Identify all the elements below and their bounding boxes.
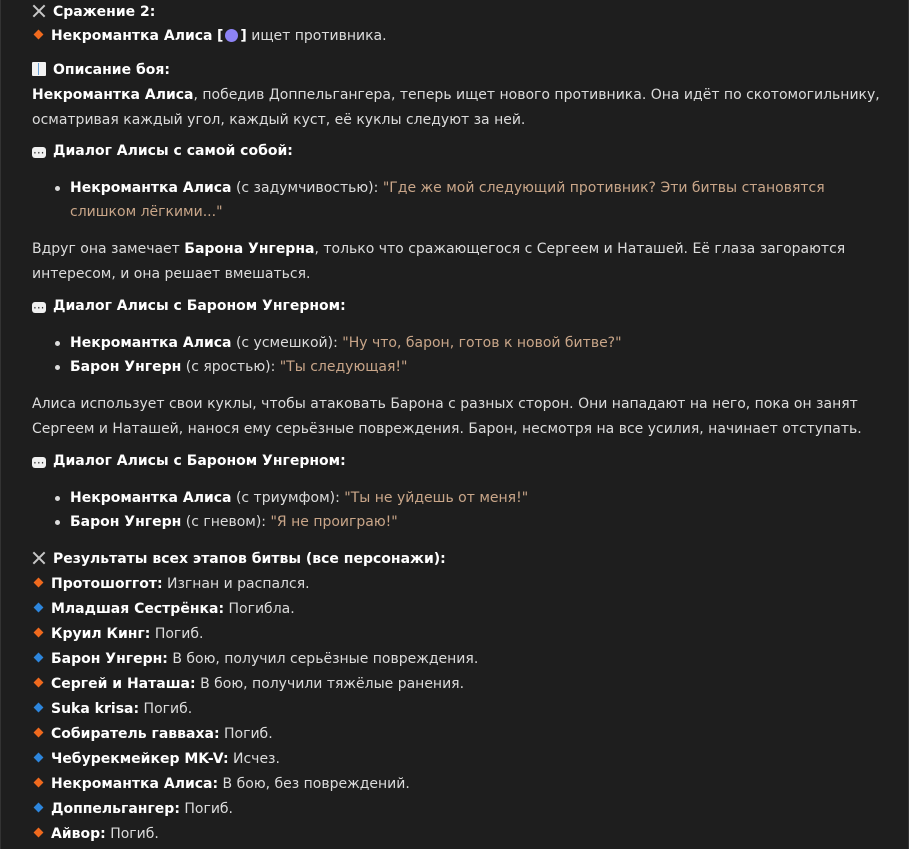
result-name: Круил Кинг xyxy=(51,626,145,642)
speaker-quote: "Где же мой следующий противник? Эти битвы становятся слишком лёгкими..." xyxy=(70,180,825,220)
result-name: Протошоггот xyxy=(51,576,157,592)
result-colon: : xyxy=(218,601,225,617)
blue-diamond-icon xyxy=(34,803,44,813)
orange-diamond-icon xyxy=(34,578,44,588)
result-status: Погиб. xyxy=(179,801,234,817)
speech-bubble-icon xyxy=(32,147,46,158)
result-colon: : xyxy=(133,701,140,717)
result-name: Собиратель гавваха xyxy=(51,726,214,742)
orange-diamond-icon xyxy=(34,778,44,788)
paragraph-2 xyxy=(32,237,892,287)
battle-heading xyxy=(32,0,155,24)
result-item xyxy=(32,697,192,721)
purple-circle-icon xyxy=(225,29,238,42)
result-name: Доппельгангер xyxy=(51,801,175,817)
dialog3-heading xyxy=(32,449,346,473)
result-item xyxy=(32,622,203,646)
orange-diamond-icon xyxy=(34,678,44,688)
paragraph2-post: , только что сражающегося с Сергеем и Наташей. Её глаза загораются интересом, и она решает вмешаться. xyxy=(32,241,846,282)
result-colon: : xyxy=(162,651,168,667)
dialog3-item xyxy=(70,510,892,534)
speaker-manner: (с яростью): xyxy=(181,359,280,375)
crossed-swords-icon xyxy=(32,4,46,18)
left-border xyxy=(0,0,1,849)
battle-title: Сражение 2: xyxy=(53,4,156,20)
bullet-icon xyxy=(55,341,60,346)
result-item xyxy=(32,822,159,846)
result-name: Айвор xyxy=(51,826,101,842)
speaker-quote: "Я не проиграю!" xyxy=(270,514,398,530)
speech-bubble-icon xyxy=(32,302,46,313)
result-colon: : xyxy=(144,626,151,642)
result-item xyxy=(32,597,295,621)
result-colon: : xyxy=(190,676,196,692)
result-item xyxy=(32,747,280,771)
orange-diamond-icon xyxy=(34,30,44,40)
result-name: Сергей и Наташа xyxy=(51,676,191,692)
orange-diamond-icon xyxy=(34,628,44,638)
speaker-name: Некромантка Алиса xyxy=(70,490,232,506)
dialog2-item xyxy=(70,355,892,379)
result-item xyxy=(32,672,464,696)
speaker-manner: (с триумфом): xyxy=(231,490,345,506)
blue-diamond-icon xyxy=(34,653,44,663)
dialog1-item xyxy=(70,176,892,224)
result-name: Suka krisa xyxy=(51,701,134,717)
speaker-name: Барон Унгерн xyxy=(70,514,182,530)
orange-diamond-icon xyxy=(34,828,44,838)
result-status: Погиб. xyxy=(139,701,193,717)
result-status: Исчез. xyxy=(228,751,280,767)
paragraph-3 xyxy=(32,392,892,442)
result-status: Погибла. xyxy=(224,601,295,617)
result-name: Младшая Сестрёнка xyxy=(51,601,219,617)
speaker-quote: "Ты не уйдешь от меня!" xyxy=(344,490,529,506)
description-text: , победив Доппельгангера, теперь ищет нового противника. Она идёт по скотомогильнику, осматривая каждый угол, каждый куст, её куклы следуют за ней. xyxy=(32,87,880,128)
seeking-name: Некромантка Алиса xyxy=(51,28,213,44)
result-item xyxy=(32,797,233,821)
result-colon: : xyxy=(174,801,180,817)
dialog1-heading xyxy=(32,139,293,163)
speaker-name: Некромантка Алиса xyxy=(70,180,232,196)
blue-diamond-icon xyxy=(34,753,44,763)
result-status: В бою, получил серьёзные повреждения. xyxy=(167,651,479,667)
crossed-swords-icon xyxy=(32,551,46,565)
bracket-open: [ xyxy=(216,28,224,44)
results-heading-text: Результаты всех этапов битвы (все персонажи): xyxy=(53,551,446,567)
result-colon: : xyxy=(156,576,163,592)
speaker-quote: "Ты следующая!" xyxy=(279,359,408,375)
bullet-icon xyxy=(55,520,60,525)
result-colon: : xyxy=(222,751,229,767)
result-item xyxy=(32,647,478,671)
result-item xyxy=(32,772,410,796)
dialog2-heading xyxy=(32,294,346,318)
result-name: Чебурекмейкер MK-V xyxy=(51,751,223,767)
result-status: В бою, получили тяжёлые ранения. xyxy=(195,676,465,692)
result-name: Барон Унгерн xyxy=(51,651,163,667)
speaker-manner: (с гневом): xyxy=(181,514,271,530)
description-heading-text: Описание боя: xyxy=(53,62,170,78)
dialog2-item xyxy=(70,331,892,355)
bullet-icon xyxy=(55,186,60,191)
blue-diamond-icon xyxy=(34,603,44,613)
result-colon: : xyxy=(212,776,219,792)
results-heading xyxy=(32,547,446,571)
result-item xyxy=(32,722,273,746)
dialog1-heading-text: Диалог Алисы с самой собой: xyxy=(53,143,293,159)
paragraph2-pre: Вдруг она замечает xyxy=(32,241,185,257)
blue-diamond-icon xyxy=(34,703,44,713)
orange-diamond-icon xyxy=(34,728,44,738)
speaker-name: Барон Унгерн xyxy=(70,359,182,375)
speaker-quote: "Ну что, барон, готов к новой битве?" xyxy=(342,335,622,351)
dialog2-heading-text: Диалог Алисы с Бароном Унгерном: xyxy=(53,298,346,314)
result-item xyxy=(32,572,310,596)
description-heading xyxy=(32,58,170,82)
result-colon: : xyxy=(213,726,220,742)
seeking-line xyxy=(32,24,387,48)
bracket-close: ] xyxy=(240,28,247,44)
paragraph2-name: Барона Унгерна xyxy=(184,241,315,257)
result-status: В бою, без повреждений. xyxy=(218,776,410,792)
result-colon: : xyxy=(100,826,106,842)
speech-bubble-icon xyxy=(32,457,46,468)
speaker-manner: (с задумчивостью): xyxy=(231,180,383,196)
seeking-text: ищет противника. xyxy=(246,28,387,44)
bullet-icon xyxy=(55,496,60,501)
description-paragraph xyxy=(32,83,892,133)
book-icon xyxy=(32,62,46,76)
result-status: Погиб. xyxy=(219,726,273,742)
result-status: Погиб. xyxy=(105,826,159,842)
dialog3-item xyxy=(70,486,892,510)
description-name: Некромантка Алиса xyxy=(32,87,194,103)
speaker-name: Некромантка Алиса xyxy=(70,335,232,351)
dialog3-heading-text: Диалог Алисы с Бароном Унгерном: xyxy=(53,453,346,469)
result-name: Некромантка Алиса xyxy=(51,776,213,792)
speaker-manner: (с усмешкой): xyxy=(231,335,343,351)
result-status: Изгнан и распался. xyxy=(162,576,310,592)
result-status: Погиб. xyxy=(150,626,204,642)
bullet-icon xyxy=(55,365,60,370)
paragraph3-text: Алиса использует свои куклы, чтобы атаковать Барона с разных сторон. Они нападают на него, пока он занят Сергеем и Наташей, нанося ему серьёзные повреждения. Барон, несмотря на все усилия, начинает отступать. xyxy=(32,396,862,437)
